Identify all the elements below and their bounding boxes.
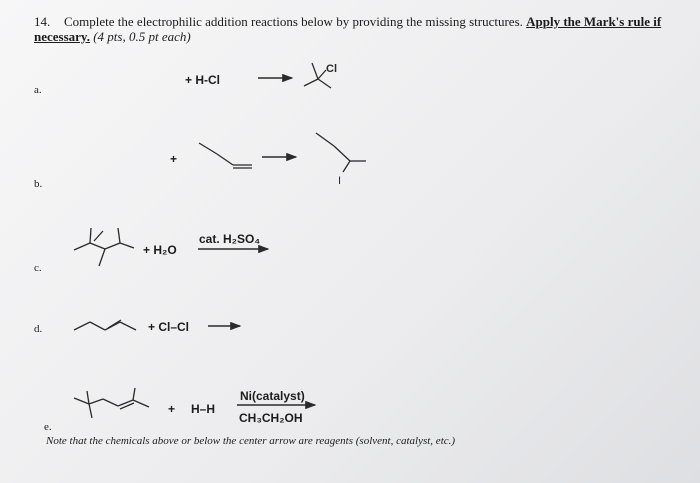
reaction-b-product-label: I [338, 175, 342, 187]
reaction-c-reagent: + H₂O [143, 243, 177, 257]
markovnikov-rule-note: Apply the Mark's rule if [526, 14, 662, 29]
question-number: 14. [34, 14, 51, 29]
reaction-b-reactant-structure [199, 143, 252, 168]
question-instructions: Complete the electrophilic addition reactions below by providing the missing structures. [64, 14, 527, 29]
necessary-word: necessary. [34, 29, 90, 44]
reaction-c-reactant-structure [74, 228, 134, 266]
reaction-a-product-label: Cl [326, 63, 337, 75]
reaction-e-condition-top: Ni(catalyst) [240, 389, 305, 403]
reaction-d-reactant-structure [74, 320, 136, 330]
reaction-e-condition-bottom: CH₃CH₂OH [239, 411, 303, 425]
reaction-b-product-structure [316, 133, 366, 172]
reaction-e-reactant-structure [74, 388, 149, 418]
reaction-c-condition: cat. H₂SO₄ [199, 232, 261, 246]
reaction-e-plus: + [168, 402, 176, 416]
reaction-a-reagent: + H-Cl [185, 73, 221, 87]
reagent-note: Note that the chemicals above or below the center arrow are reagents (solvent, catalyst, etc.) [46, 435, 456, 447]
points-info: (4 pts, 0.5 pt each) [89, 29, 191, 44]
reaction-d-reagent: + Cl–Cl [148, 320, 190, 334]
reaction-e-reagent: H–H [191, 402, 216, 416]
part-label-a: a. [34, 84, 42, 96]
part-label-d: d. [34, 323, 43, 335]
part-label-c: c. [34, 262, 42, 274]
part-label-e: e. [44, 421, 52, 433]
part-label-b: b. [34, 178, 43, 190]
reaction-b-plus: + [170, 152, 178, 166]
